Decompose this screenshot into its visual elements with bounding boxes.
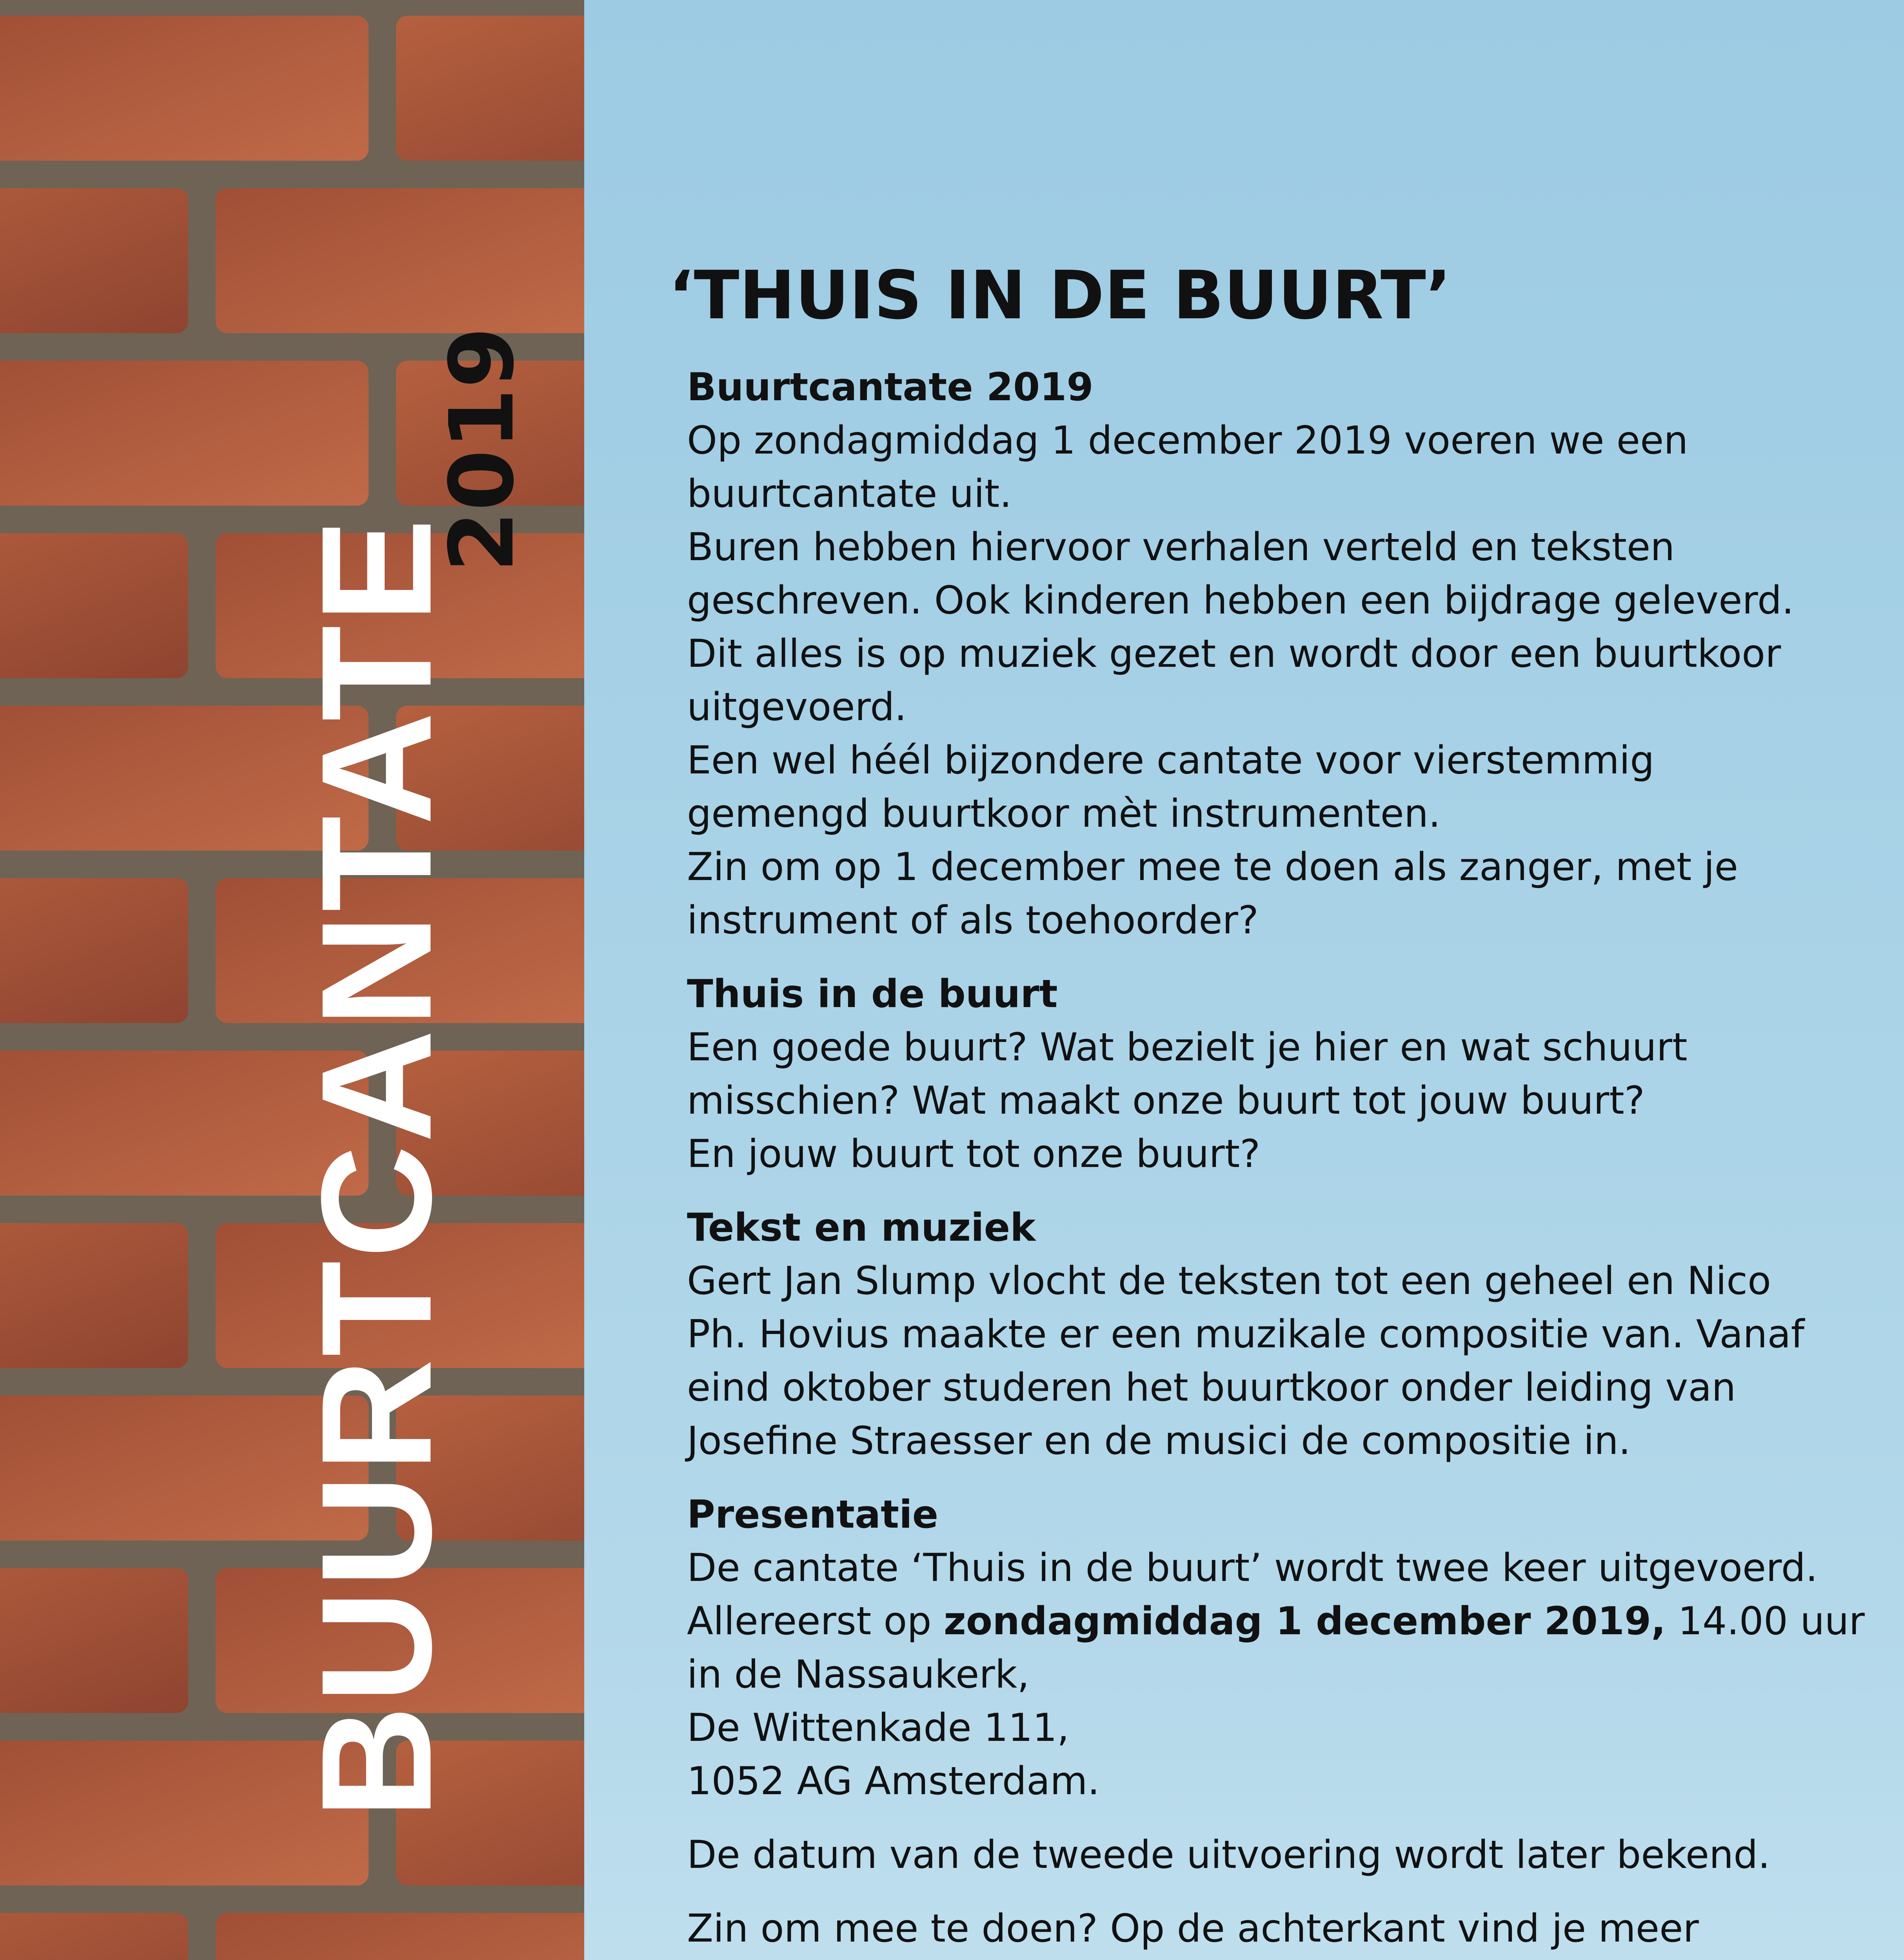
text-line: Gert Jan Slump vlocht de teksten tot een geheel en Nico bbox=[687, 1259, 1771, 1303]
brick bbox=[0, 878, 188, 1023]
text-line: instrument of als toehoorder? bbox=[687, 898, 1259, 943]
brick bbox=[0, 1568, 188, 1713]
text-line: Zin om op 1 december mee te doen als zanger, met je bbox=[687, 845, 1738, 889]
vertical-title: BUURTCANTATE bbox=[289, 516, 464, 1819]
brick bbox=[0, 1913, 188, 1960]
text-line: Een wel héél bijzondere cantate voor vierstemmig bbox=[687, 738, 1655, 783]
section-text bbox=[687, 1828, 1770, 1882]
text-line: En jouw buurt tot onze buurt? bbox=[687, 1132, 1261, 1176]
section-text bbox=[687, 1541, 1865, 1808]
section-presentatie bbox=[687, 1488, 1865, 1808]
section-text bbox=[687, 414, 1794, 947]
closing-note-invite bbox=[687, 1902, 1765, 1960]
time-text: 14.00 uur bbox=[1666, 1599, 1865, 1644]
text-line: Ph. Hovius maakte er een muzikale compositie van. Vanaf bbox=[687, 1312, 1804, 1357]
article-body bbox=[687, 361, 1865, 1960]
text-line: Josefine Straesser en de musici de compositie in. bbox=[687, 1419, 1631, 1463]
section-tekst-en-muziek bbox=[687, 1201, 1804, 1468]
brick bbox=[0, 361, 369, 506]
section-heading: Thuis in de buurt bbox=[687, 972, 1058, 1016]
section-heading: Tekst en muziek bbox=[687, 1205, 1036, 1250]
brick bbox=[0, 533, 188, 678]
brick bbox=[0, 1223, 188, 1368]
vertical-year: 2019 bbox=[431, 327, 534, 572]
date-prefix: Allereerst op bbox=[687, 1599, 944, 1644]
text-line: geschreven. Ook kinderen hebben een bijdrage geleverd. bbox=[687, 578, 1794, 623]
section-text bbox=[687, 1254, 1804, 1468]
text-line: De cantate ‘Thuis in de buurt’ wordt twee keer uitgevoerd. bbox=[687, 1546, 1818, 1590]
brick bbox=[0, 16, 369, 161]
section-heading: Presentatie bbox=[687, 1492, 939, 1537]
section-buurtcantate bbox=[687, 361, 1794, 947]
text-line: eind oktober studeren het buurtkoor onder leiding van bbox=[687, 1365, 1736, 1410]
section-thuis-in-de-buurt bbox=[687, 967, 1765, 1181]
date-highlight: zondagmiddag 1 december 2019, bbox=[943, 1599, 1666, 1644]
text-line: gemengd buurtkoor mèt instrumenten. bbox=[687, 791, 1441, 836]
brick bbox=[216, 1913, 584, 1960]
text-line: De datum van de tweede uitvoering wordt later bekend. bbox=[687, 1833, 1770, 1877]
section-text bbox=[687, 1902, 1765, 1960]
postal-line: 1052 AG Amsterdam. bbox=[687, 1759, 1100, 1804]
text-line: misschien? Wat maakt onze buurt tot jouw buurt? bbox=[687, 1078, 1645, 1123]
brick bbox=[396, 16, 584, 161]
text-line: Dit alles is op muziek gezet en wordt door een buurtkoor bbox=[687, 632, 1781, 676]
venue-line: in de Nassaukerk, bbox=[687, 1652, 1030, 1697]
page-title: ‘THUIS IN DE BUURT’ bbox=[669, 257, 1452, 334]
brick bbox=[216, 188, 584, 333]
brick bbox=[0, 188, 188, 333]
brick-wall-image bbox=[0, 0, 584, 1960]
text-line bbox=[687, 1955, 1765, 1960]
text-line: Buren hebben hiervoor verhalen verteld en teksten bbox=[687, 525, 1675, 570]
section-text bbox=[687, 1021, 1765, 1181]
text-line: Zin om mee te doen? Op de achterkant vind je meer bbox=[687, 1906, 1699, 1951]
text-line: buurtcantate uit. bbox=[687, 472, 1012, 516]
closing-note-date bbox=[687, 1828, 1770, 1882]
text-line-date bbox=[687, 1595, 1865, 1648]
text-line: Op zondagmiddag 1 december 2019 voeren we een bbox=[687, 418, 1688, 463]
address-line: De Wittenkade 111, bbox=[687, 1706, 1070, 1750]
text-line: Een goede buurt? Wat bezielt je hier en wat schuurt bbox=[687, 1025, 1688, 1070]
text-line: uitgevoerd. bbox=[687, 685, 907, 730]
section-heading: Buurtcantate 2019 bbox=[687, 365, 1094, 410]
